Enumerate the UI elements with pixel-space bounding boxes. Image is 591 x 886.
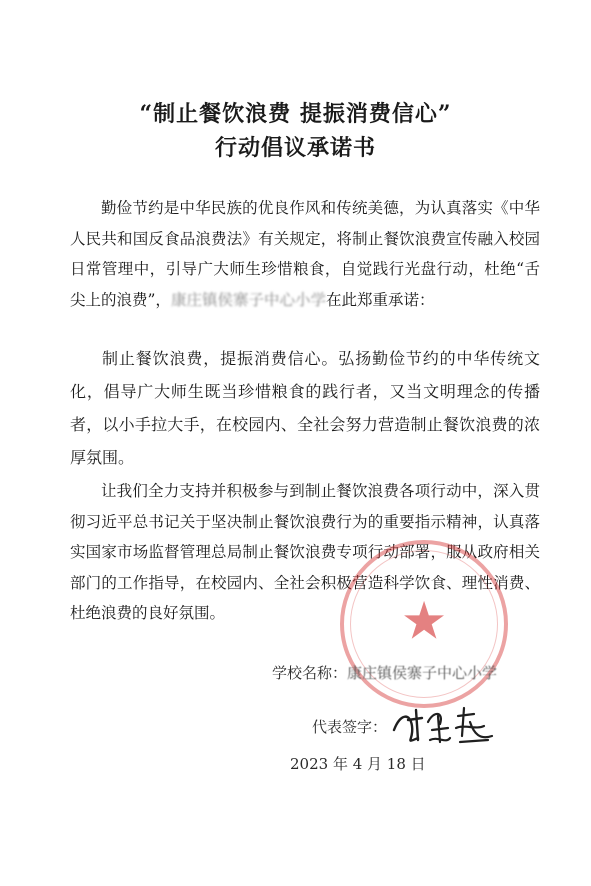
paragraph-pledge: 制止餐饮浪费，提振消费信心。弘扬勤俭节约的中华传统文化，倡导广大师生既当珍惜粮食的践行者，又当文明理念的传播者，以小手拉大手，在校园内、全社会努力营造制止餐饮浪费的浓厚氛围。: [70, 349, 540, 467]
school-name: 康庄镇侯寨子中心小学: [347, 664, 498, 682]
school-name-inline: 康庄镇侯寨子中心小学: [170, 290, 326, 309]
document-title: “制止餐饮浪费 提振消费信心”: [139, 101, 452, 127]
date-line: [290, 753, 550, 774]
school-name-line: [272, 662, 572, 683]
paragraph-action: 让我们全力支持并积极参与到制止餐饮浪费各项行动中，深入贯彻习近平总书记关于坚决制止餐饮浪费行为的重要指示精神，认真落实国家市场监督管理总局制止餐饮浪费专项行动部署，服从政府相关部门的工作指导，在校园内、全社会积极营造科学饮食、理性消费、杜绝浪费的良好氛围。: [70, 482, 540, 622]
paragraph-intro-text: 勤俭节约是中华民族的优良作风和传统美德，为认真落实《中华人民共和国反食品浪费法》有关规定，将制止餐饮浪费宣传融入校园日常管理中，引导广大师生珍惜粮食，自觉践行光盘行动，杜绝“舌尖上的浪费”，: [70, 199, 540, 309]
paragraph-intro-ending: 在此郑重承诺：: [325, 290, 435, 309]
document-date: 2023 年 4 月 18 日: [290, 755, 426, 773]
star-icon: ★: [400, 591, 448, 652]
representative-label: 代表签字：: [312, 718, 388, 736]
school-label: 学校名称：: [272, 664, 348, 682]
handwritten-signature: [388, 700, 498, 750]
document-subtitle: 行动倡议承诺书: [214, 135, 376, 161]
paragraph-intro: [70, 193, 540, 315]
